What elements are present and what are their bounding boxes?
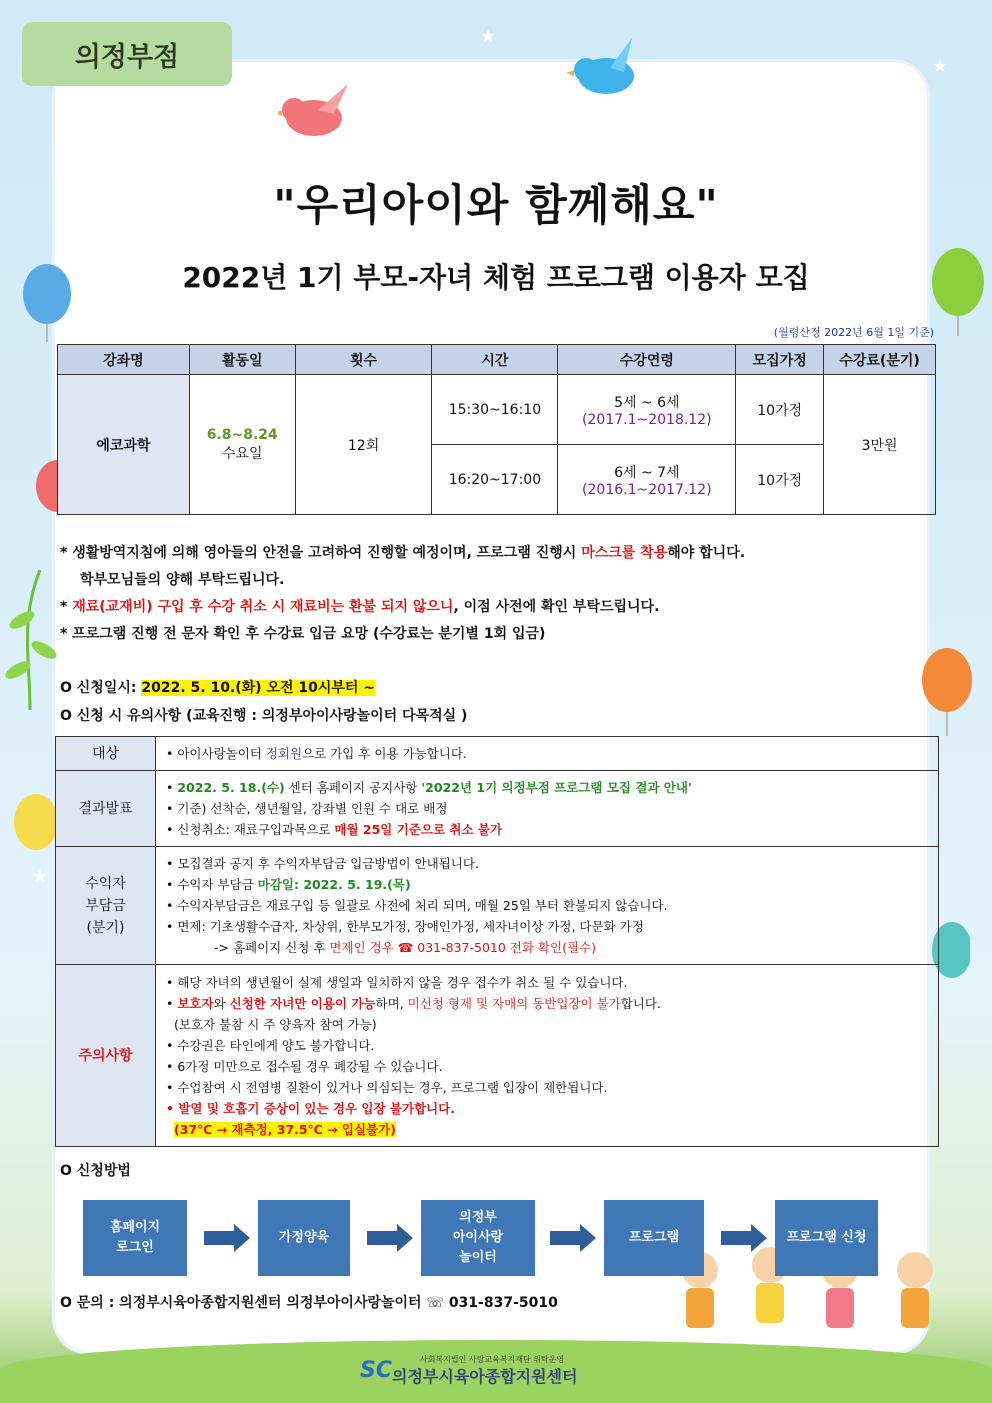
- list-item: • 기준) 선착순, 생년월일, 강좌별 인원 수 대로 배정: [166, 801, 448, 816]
- flow-step-login: 홈페이지 로그인: [83, 1200, 187, 1276]
- page-title: "우리아이와 함께해요": [273, 181, 719, 231]
- text: 미신청 형제 및 자매의 동반입장이 불가: [407, 995, 621, 1011]
- text: 으로 가입 후 이용 가능합니다.: [302, 746, 467, 761]
- notice-list: [60, 540, 745, 648]
- text: 면제인 경우 ☎ 031-837-5010 전화 확인(필수): [329, 940, 596, 955]
- text: 정회원: [265, 746, 303, 761]
- list-item: [166, 819, 928, 840]
- method-title: O 신청방법: [60, 1163, 131, 1179]
- column-header: 활동일: [189, 345, 295, 375]
- text: '2022년 1기 의정부점 프로그램 모집 결과 안내': [421, 780, 692, 795]
- text: •: [166, 780, 178, 795]
- course-sessions: 12회: [295, 375, 432, 515]
- list-item: • 해당 자녀의 생년월이 실제 생일과 일치하지 않을 경우 접수가 취소 될 수 있습니다.: [166, 974, 628, 990]
- text: 마감일: 2022. 5. 19.(목): [257, 877, 411, 892]
- list-item: [166, 937, 928, 958]
- slot-age-cell: [558, 375, 736, 445]
- course-name: 에코과학: [58, 375, 190, 515]
- column-header: 강좌명: [58, 345, 190, 375]
- arrow-right-icon: [580, 1224, 596, 1252]
- text: 신청한 자녀만 이용이 가능: [229, 995, 376, 1011]
- notice-item: [60, 540, 745, 567]
- text: 부담금: [85, 897, 126, 914]
- row-header: [56, 847, 156, 965]
- star-icon: ★: [932, 56, 949, 77]
- table-row: [56, 965, 939, 1147]
- list-item: [166, 874, 928, 895]
- list-item: • 수익자부담금은 재료구입 등 일괄로 사전에 처리 되며, 매월 25일 부터 환불되지 않습니다.: [166, 898, 668, 913]
- text: 보호자: [177, 995, 214, 1011]
- notice-highlight: 마스크를 착용: [581, 545, 668, 561]
- slot-age: 5세 ~ 6세: [614, 394, 680, 411]
- balloon-orange-icon: [920, 646, 974, 736]
- flow-step-playground: 의정부 아이사랑 놀이터: [421, 1200, 535, 1276]
- course-dates: 6.8~8.24: [206, 426, 278, 443]
- slot-families: 10가정: [736, 375, 824, 445]
- row-content: [156, 737, 939, 771]
- arrow-right-icon: [397, 1224, 413, 1252]
- age-basis-note: (월령산정 2022년 6월 1일 기준): [773, 326, 934, 339]
- application-date-label: O 신청일시:: [60, 680, 142, 696]
- star-icon: ★: [480, 26, 497, 47]
- page-subtitle: 2022년 1기 부모-자녀 체험 프로그램 이용자 모집: [182, 261, 810, 294]
- row-content: [156, 965, 939, 1147]
- slot-born: (2016.1~2017.12): [582, 481, 712, 498]
- list-item: [166, 993, 928, 1014]
- row-header: 대상: [56, 737, 156, 771]
- leaf-branch-icon: [0, 560, 60, 710]
- text: •: [166, 995, 178, 1011]
- notice-text: * 생활방역지침에 의해 영아들의 안전을 고려하여 진행할 예정이며, 프로그램 진행시: [60, 545, 582, 561]
- pink-bird-icon: [278, 80, 358, 140]
- row-header: 결과발표: [56, 771, 156, 847]
- text: 수익자: [85, 875, 126, 892]
- footer-subtitle: 사회복지법인 사랑교육복지재단 위탁운영: [420, 1355, 565, 1364]
- slot-born: (2017.1~2018.12): [582, 411, 712, 428]
- text: (분기): [86, 919, 125, 936]
- contact-info: O 문의 : 의정부시육아종합지원센터 의정부아이사랑놀이터 ☏ 031-837-5010: [60, 1295, 558, 1311]
- text: 합니다.: [620, 995, 661, 1011]
- slot-age: 6세 ~ 7세: [614, 464, 680, 481]
- arrow-right-icon: [751, 1224, 767, 1252]
- list-item: • 6가정 미만으로 접수될 경우 폐강될 수 있습니다.: [166, 1058, 443, 1074]
- table-header-row: [58, 345, 936, 375]
- center-logo: SC: [360, 1358, 392, 1383]
- slot-time: 16:20~17:00: [432, 445, 558, 515]
- notice-text: 해야 합니다.: [667, 545, 746, 561]
- notice-text: *: [60, 599, 73, 615]
- schedule-table: [57, 344, 936, 515]
- text: -> 홈페이지 신청 후: [214, 940, 330, 955]
- text: 2022. 5. 18.(수): [177, 780, 285, 795]
- list-item: • 수업참여 시 전염병 질환이 있거나 의심되는 경우, 프로그램 입장이 제한됩니다.: [166, 1079, 608, 1095]
- notice-item: 학부모님들의 양해 부탁드립니다.: [80, 572, 285, 588]
- list-item: [166, 1119, 928, 1140]
- list-item: • 발열 및 호흡기 증상이 있는 경우 입장 불가합니다.: [166, 1100, 456, 1116]
- row-content: [156, 771, 939, 847]
- flow-step-program: 프로그램: [604, 1200, 704, 1276]
- list-item: [166, 777, 928, 798]
- table-row: [58, 375, 936, 445]
- slot-families: 10가정: [736, 445, 824, 515]
- row-header: 주의사항: [56, 965, 156, 1147]
- info-table: [55, 736, 939, 1147]
- list-item: • 모집결과 공지 후 수익자부담금 입금방법이 안내됩니다.: [166, 856, 479, 871]
- column-header: 수강료(분기): [824, 345, 936, 375]
- list-item: • 면제: 기초생활수급자, 차상위, 한부모가정, 장애인가정, 세자녀이상 가정, 다문화 가정: [166, 919, 644, 934]
- table-row: [56, 847, 939, 965]
- text: • 아이사랑놀이터: [166, 746, 266, 761]
- course-day: 수요일: [221, 445, 263, 462]
- table-row: [56, 771, 939, 847]
- star-icon: ★: [32, 866, 49, 887]
- list-item: • 수강권은 타인에게 양도 불가합니다.: [166, 1037, 375, 1053]
- column-header: 횟수: [295, 345, 432, 375]
- slot-time: 15:30~16:10: [432, 375, 558, 445]
- table-row: [56, 737, 939, 771]
- text: 매월 25일 기준으로 취소 불가: [334, 822, 503, 837]
- course-dates-cell: [189, 375, 295, 515]
- arrow-right-icon: [234, 1224, 250, 1252]
- application-date: [60, 674, 467, 702]
- balloon-yellow-icon: [14, 792, 58, 854]
- slot-age-cell: [558, 445, 736, 515]
- notice-highlight: 재료(교재비) 구입 후 수강 취소 시 재료비는 환불 되지 않으니: [72, 599, 454, 615]
- list-item: (보호자 불참 시 주 양육자 참여 가능): [174, 1016, 377, 1032]
- application-info: [60, 674, 467, 730]
- notice-text: , 이점 사전에 확인 부탁드립니다.: [453, 599, 660, 615]
- flow-step-home-care: 가정양육: [258, 1200, 350, 1276]
- text: 센터 홈페이지 공지사항: [284, 780, 422, 795]
- text: • 수익자 부담금: [166, 877, 258, 892]
- column-header: 시간: [432, 345, 558, 375]
- column-header: 모집가정: [736, 345, 824, 375]
- text: (37℃ → 재측정, 37.5℃ → 입실불가): [174, 1121, 396, 1137]
- text: • 신청취소: 재료구입과목으로: [166, 822, 335, 837]
- row-content: [156, 847, 939, 965]
- notice-item: * 프로그램 진행 전 문자 확인 후 수강료 입금 요망 (수강료는 분기별 1회 입금): [60, 626, 546, 642]
- footer-center-name: 의정부시육아종합지원센터: [392, 1367, 578, 1386]
- flow-step-program-apply: 프로그램 신청: [775, 1200, 878, 1276]
- application-date-value: 2022. 5. 10.(화) 오전 10시부터 ~: [141, 680, 376, 696]
- course-fee: 3만원: [824, 375, 936, 515]
- application-caution-title: O 신청 시 유의사항 (교육진행 : 의정부아이사랑놀이터 다목적실 ): [60, 708, 468, 724]
- blue-bird-icon: [566, 36, 646, 102]
- notice-item: [60, 594, 745, 621]
- column-header: 수강연령: [558, 345, 736, 375]
- text: 하며,: [375, 995, 408, 1011]
- text: 와: [213, 995, 230, 1011]
- branch-tag: 의정부점: [22, 22, 232, 86]
